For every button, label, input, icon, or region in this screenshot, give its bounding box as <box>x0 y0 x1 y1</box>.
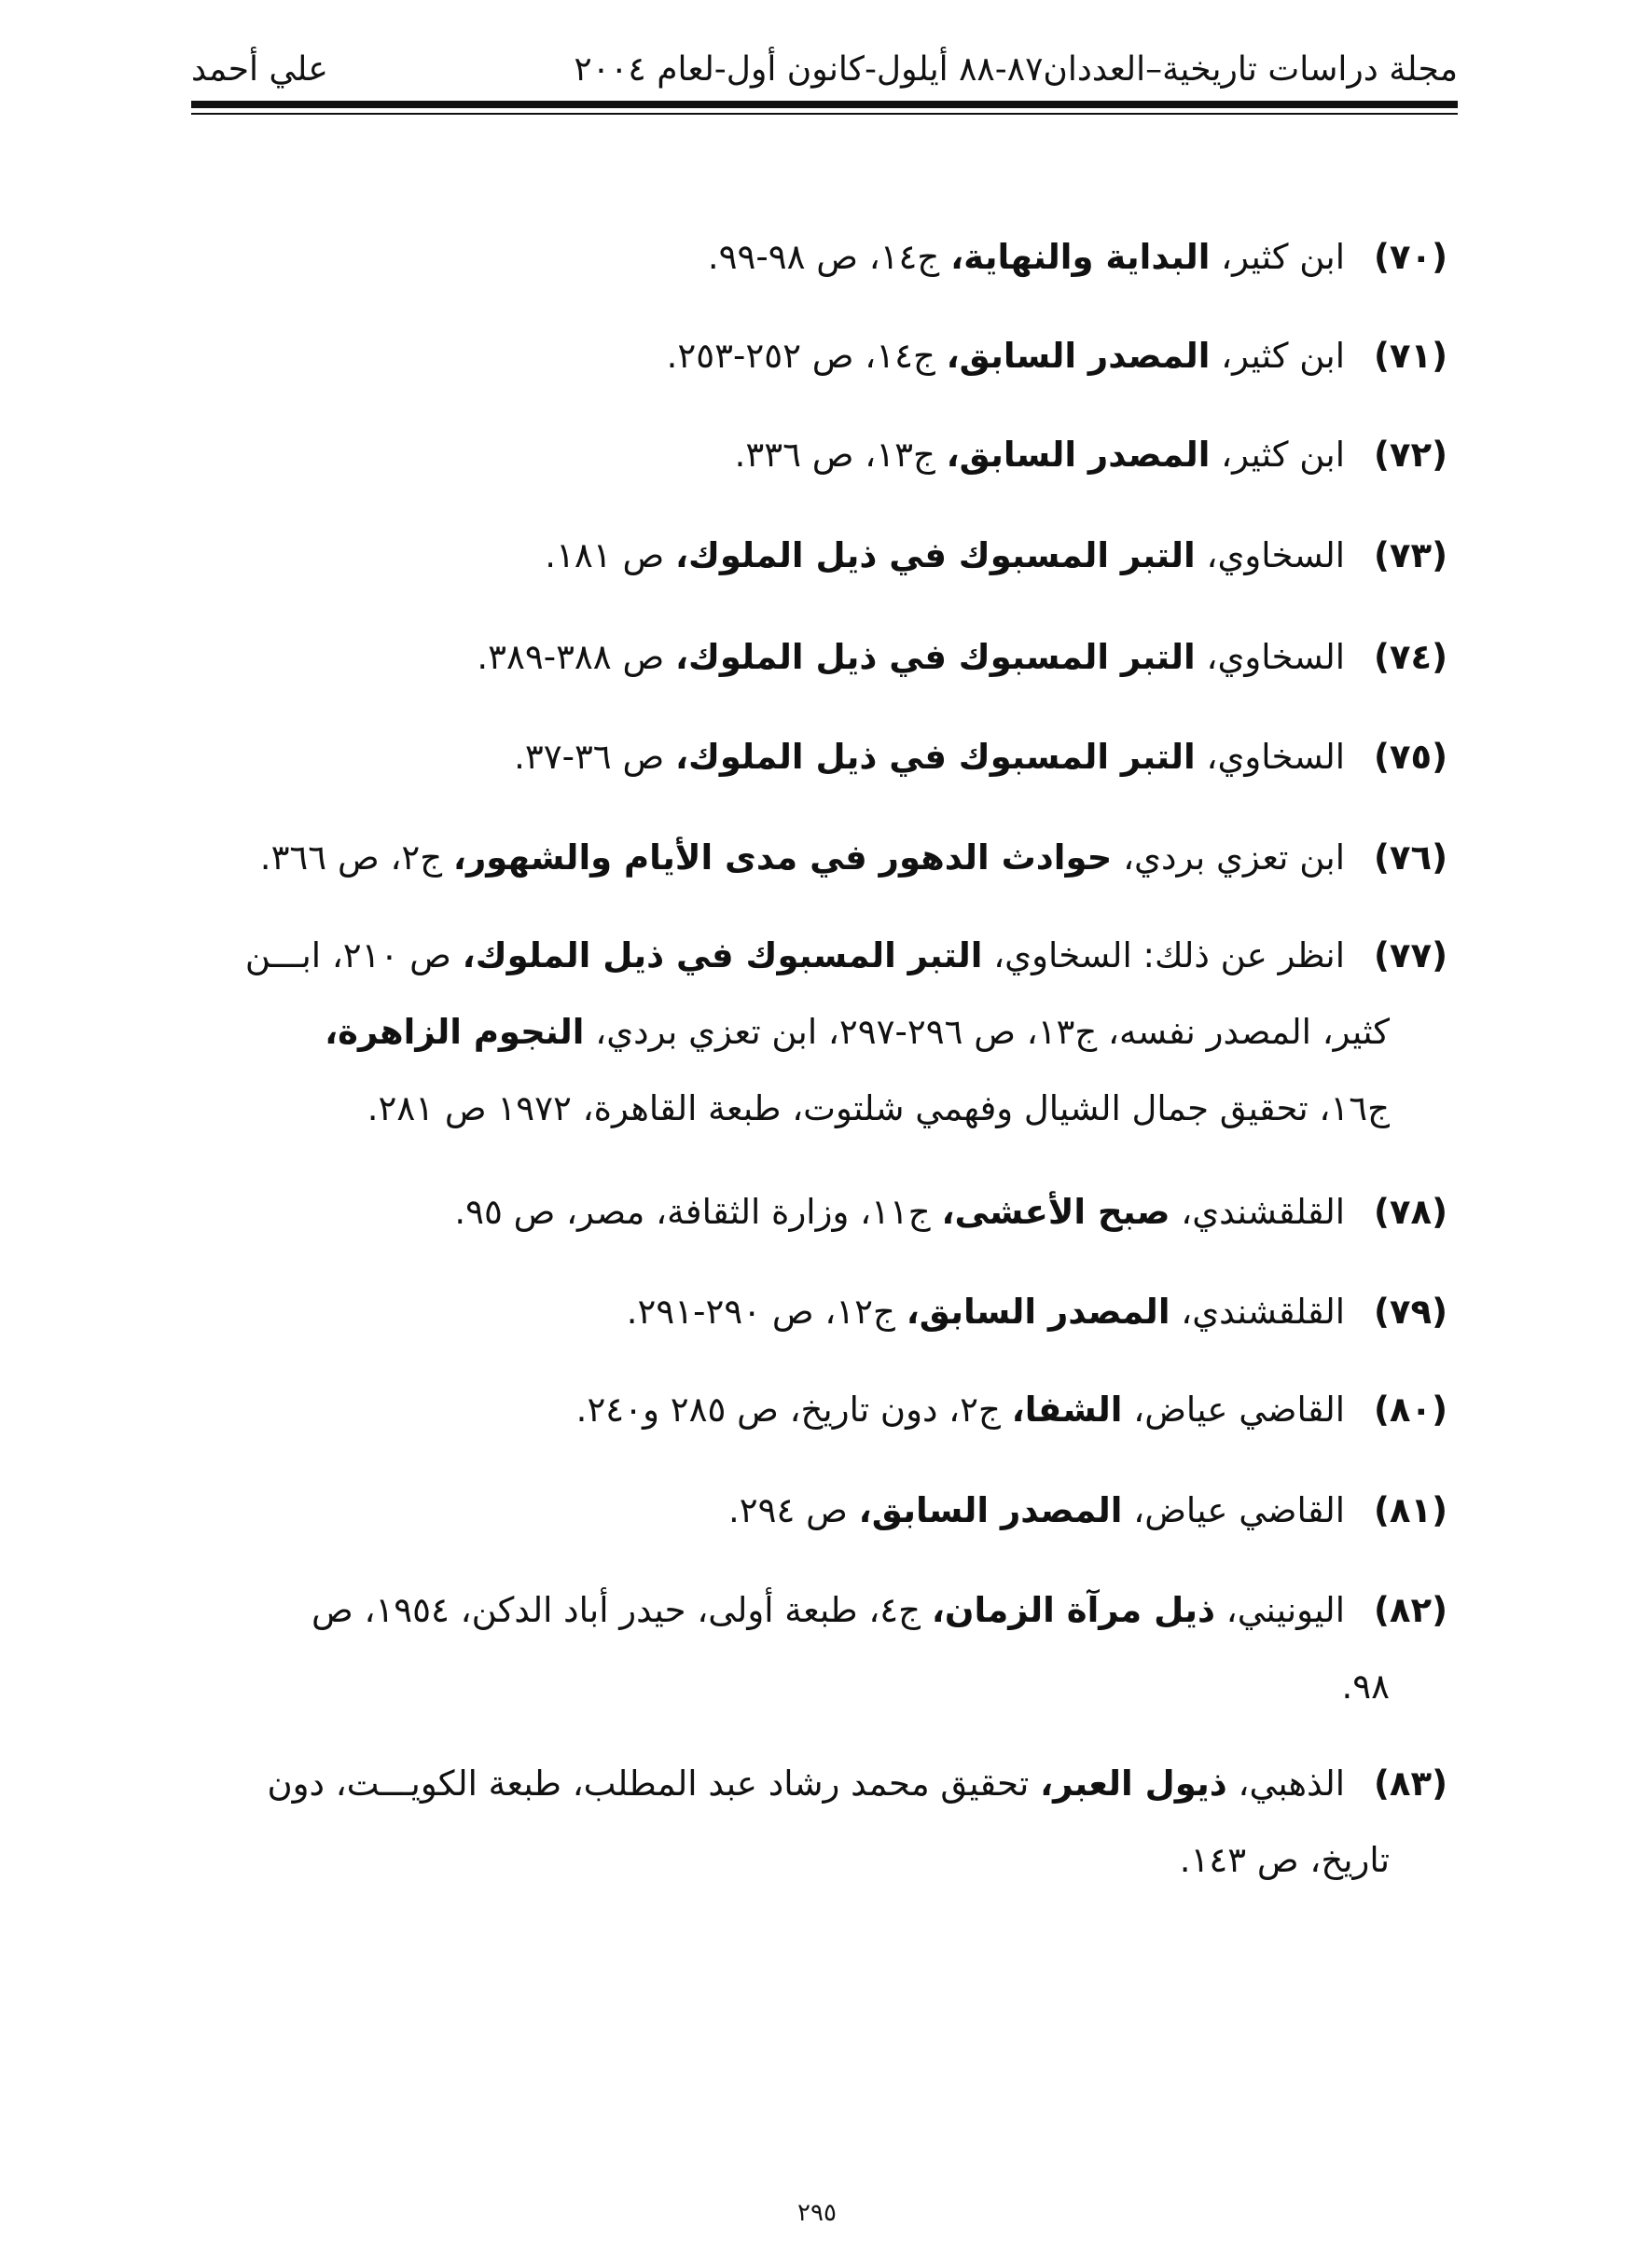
footnote-text: القلقشندي، صبح الأعشى، ج١١، وزارة الثقافة، مصر، ص ٩٥. <box>454 1192 1345 1232</box>
source-title: المصدر السابق، <box>858 1490 1123 1530</box>
source-title: المصدر السابق، <box>946 336 1211 376</box>
source-title: التبر المسبوك في ذيل الملوك، <box>674 535 1196 575</box>
source-title: التبر المسبوك في ذيل الملوك، <box>462 935 983 975</box>
footnote-number: (٨٣) <box>1373 1763 1447 1804</box>
source-title: ذيل مرآة الزمان، <box>931 1590 1215 1630</box>
footnote-83 <box>0 1763 1634 1893</box>
source-title: الشفا، <box>1011 1390 1123 1430</box>
footnote-text-line2: كثير، المصدر نفسه، ج١٣، ص ٢٩٦-٢٩٧، ابن تعزي بردي، النجوم الزاهرة، <box>325 1012 1390 1052</box>
source-title: البداية والنهاية، <box>950 237 1211 277</box>
source-title: ذيول العبر، <box>1040 1763 1227 1804</box>
footnote-82 <box>0 1589 1634 1720</box>
header-rule-thick <box>191 101 1458 108</box>
footnote-number: (٧٤) <box>1373 637 1447 677</box>
footnote-text: السخاوي، التبر المسبوك في ذيل الملوك، ص ١٨١. <box>545 535 1345 575</box>
footnote-text: ابن كثير، المصدر السابق، ج١٤، ص ٢٥٢-٢٥٣. <box>666 336 1345 376</box>
footnote-text: انظر عن ذلك: السخاوي، التبر المسبوك في ذيل الملوك، ص ٢١٠، ابـــن <box>244 935 1345 975</box>
footnote-number: (٧٦) <box>1373 837 1447 878</box>
footnote-text: ابن كثير، المصدر السابق، ج١٣، ص ٣٣٦. <box>734 435 1345 475</box>
footnote-number: (٧٧) <box>1373 935 1447 975</box>
footnote-text: ابن كثير، البداية والنهاية، ج١٤، ص ٩٨-٩٩. <box>707 237 1345 277</box>
header-rule-thin <box>191 113 1458 115</box>
journal-title: مجلة دراسات تاريخية–العددان٨٧-٨٨ أيلول-كانون أول-لعام ٢٠٠٤ <box>574 50 1458 89</box>
footnote-text-line2: ٩٨. <box>1341 1666 1390 1707</box>
source-title: المصدر السابق، <box>906 1292 1170 1332</box>
footnote-number: (٧٢) <box>1373 435 1447 475</box>
footnote-text-line2: تاريخ، ص ١٤٣. <box>1179 1840 1390 1880</box>
footnote-number: (٧١) <box>1373 336 1447 376</box>
footnote-text: ابن تعزي بردي، حوادث الدهور في مدى الأيام والشهور، ج٢، ص ٣٦٦. <box>259 837 1345 878</box>
footnote-text: القلقشندي، المصدر السابق، ج١٢، ص ٢٩٠-٢٩١. <box>626 1292 1345 1332</box>
footnote-text: القاضي عياض، الشفا، ج٢، دون تاريخ، ص ٢٨٥ و٢٤٠. <box>575 1390 1345 1430</box>
footnote-number: (٧٣) <box>1373 535 1447 575</box>
footnote-number: (٧٩) <box>1373 1292 1447 1332</box>
source-title: المصدر السابق، <box>946 435 1211 475</box>
footnote-number: (٧٨) <box>1373 1192 1447 1232</box>
footnote-text: القاضي عياض، المصدر السابق، ص ٢٩٤. <box>728 1490 1345 1530</box>
source-title: صبح الأعشى، <box>941 1192 1170 1232</box>
source-title: التبر المسبوك في ذيل الملوك، <box>674 637 1196 677</box>
footnote-77 <box>0 934 1634 1140</box>
source-title: التبر المسبوك في ذيل الملوك، <box>674 737 1196 777</box>
page-number: ٢٩٥ <box>797 2199 837 2227</box>
footnote-number: (٨٢) <box>1373 1590 1447 1630</box>
footnote-text: الذهبي، ذيول العبر، تحقيق محمد رشاد عبد المطلب، طبعة الكويـــت، دون <box>267 1763 1345 1804</box>
source-title: حوادث الدهور في مدى الأيام والشهور، <box>452 837 1113 878</box>
footnote-number: (٧٠) <box>1373 237 1447 277</box>
author-name: علي أحمد <box>191 50 328 89</box>
footnote-number: (٨١) <box>1373 1490 1447 1530</box>
footnote-number: (٧٥) <box>1373 737 1447 777</box>
footnote-text-line3: ج١٦، تحقيق جمال الشيال وفهمي شلتوت، طبعة القاهرة، ١٩٧٢ ص ٢٨١. <box>367 1088 1390 1128</box>
footnote-number: (٨٠) <box>1373 1390 1447 1430</box>
footnote-text: السخاوي، التبر المسبوك في ذيل الملوك، ص ٣٦-٣٧. <box>514 737 1345 777</box>
running-header <box>191 48 1458 104</box>
footnote-text: اليونيني، ذيل مرآة الزمان، ج٤، طبعة أولى، حيدر أباد الدكن، ١٩٥٤، ص <box>311 1590 1345 1630</box>
footnote-text: السخاوي، التبر المسبوك في ذيل الملوك، ص ٣٨٨-٣٨٩. <box>477 637 1345 677</box>
source-title: النجوم الزاهرة، <box>325 1012 585 1052</box>
